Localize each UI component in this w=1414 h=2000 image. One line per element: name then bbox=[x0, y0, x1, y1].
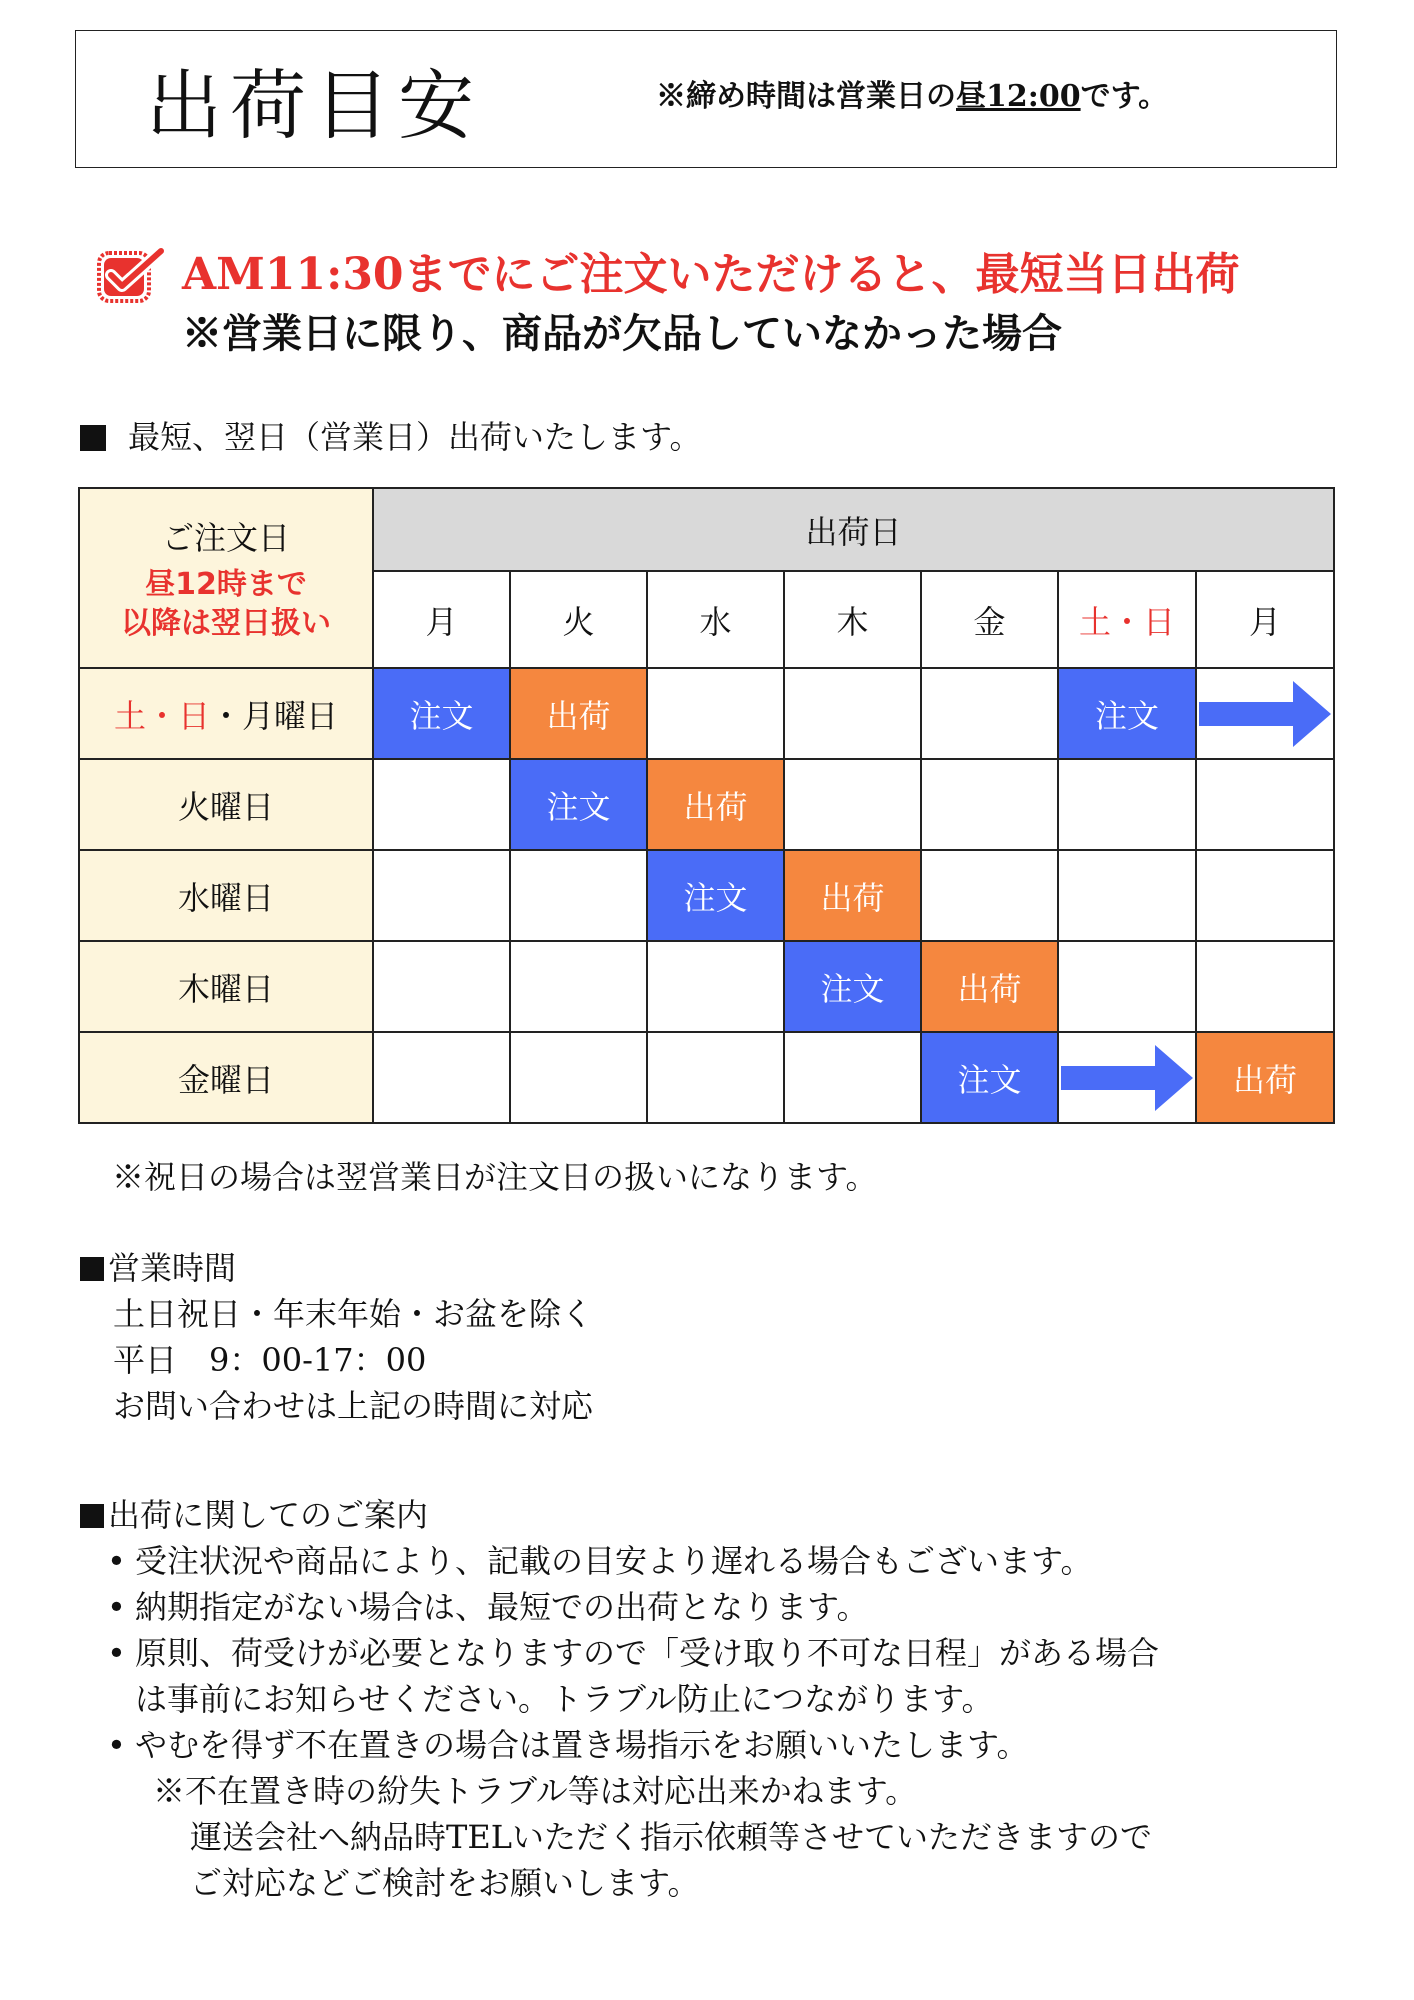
order-cell: 注文 bbox=[921, 1032, 1058, 1123]
empty-cell bbox=[784, 759, 921, 850]
list-item-text: やむを得ず不在置きの場合は置き場指示をお願いいたします。 bbox=[135, 1726, 1029, 1764]
empty-cell bbox=[647, 1032, 784, 1123]
business-hours-line: 平日 9：00-17：00 bbox=[113, 1341, 427, 1379]
square-bullet-icon bbox=[80, 1257, 104, 1281]
empty-cell bbox=[1058, 941, 1196, 1032]
table-row bbox=[79, 941, 1334, 1032]
list-item bbox=[80, 1630, 1159, 1722]
business-hours-title bbox=[80, 1245, 593, 1291]
list-item-text: 原則、荷受けが必要となりますので「受け取り不可な日程」がある場合 bbox=[135, 1634, 1160, 1672]
cutoff-note-prefix: ※締め時間は営業日の bbox=[656, 79, 956, 114]
day-header: 月 bbox=[1196, 571, 1334, 668]
empty-cell bbox=[921, 668, 1058, 759]
list-item bbox=[80, 1538, 1159, 1584]
shipping-info bbox=[80, 1492, 1159, 1906]
empty-cell bbox=[921, 759, 1058, 850]
bullet-dot-icon: • bbox=[107, 1726, 126, 1764]
bullet-dot-icon: • bbox=[107, 1634, 126, 1672]
ship-cell: 出荷 bbox=[1196, 1032, 1334, 1123]
empty-cell bbox=[647, 668, 784, 759]
empty-cell bbox=[1058, 759, 1196, 850]
order-day-label: 水曜日 bbox=[79, 850, 373, 941]
order-date-header-title: ご注文日 bbox=[161, 519, 290, 557]
order-cell: 注文 bbox=[647, 850, 784, 941]
order-cell: 注文 bbox=[510, 759, 647, 850]
holiday-note: ※祝日の場合は翌営業日が注文日の扱いになります。 bbox=[112, 1158, 878, 1196]
table-row bbox=[79, 850, 1334, 941]
absence-note-detail: ご対応などご検討をお願いします。 bbox=[190, 1864, 700, 1902]
empty-cell bbox=[373, 941, 510, 1032]
table-row bbox=[79, 668, 1334, 759]
header-box bbox=[75, 30, 1337, 168]
next-day-heading bbox=[80, 412, 701, 458]
list-item-text: 納期指定がない場合は、最短での出荷となります。 bbox=[135, 1588, 869, 1626]
list-item-text: 受注状況や商品により、記載の目安より遅れる場合もございます。 bbox=[135, 1542, 1093, 1580]
list-item-text: は事前にお知らせください。トラブル防止につながります。 bbox=[135, 1680, 994, 1718]
order-day-label: 木曜日 bbox=[79, 941, 373, 1032]
day-header: 月 bbox=[373, 571, 510, 668]
order-day-label: 火曜日 bbox=[79, 759, 373, 850]
same-day-condition-text: ※営業日に限り、商品が欠品していなかった場合 bbox=[182, 310, 1062, 357]
bullet-dot-icon: • bbox=[107, 1588, 126, 1626]
cutoff-note-line2: 以降は翌日扱い bbox=[121, 606, 331, 641]
square-bullet-icon bbox=[80, 425, 106, 451]
shipping-info-list bbox=[80, 1538, 1159, 1768]
empty-cell bbox=[1058, 850, 1196, 941]
page-title: 出荷目安 bbox=[146, 61, 482, 150]
ship-cell: 出荷 bbox=[784, 850, 921, 941]
arrow-cell bbox=[1058, 1032, 1196, 1123]
shipping-info-title-text: 出荷に関してのご案内 bbox=[108, 1496, 429, 1534]
cutoff-note-line1: 昼12時まで bbox=[145, 567, 307, 602]
day-header: 金 bbox=[921, 571, 1058, 668]
absence-note-detail: 運送会社へ納品時TELいただく指示依頼等させていただきますので bbox=[190, 1818, 1152, 1856]
empty-cell bbox=[784, 1032, 921, 1123]
empty-cell bbox=[647, 941, 784, 1032]
empty-cell bbox=[1196, 941, 1334, 1032]
day-header: 土・日 bbox=[1058, 571, 1196, 668]
ship-cell: 出荷 bbox=[647, 759, 784, 850]
arrow-cell bbox=[1196, 668, 1334, 759]
day-header: 木 bbox=[784, 571, 921, 668]
order-day-label bbox=[79, 668, 373, 759]
weekend-label: 土・日 bbox=[113, 696, 210, 735]
order-day-label: 金曜日 bbox=[79, 1032, 373, 1123]
cutoff-time: 昼12:00 bbox=[956, 79, 1081, 114]
business-hours-line: お問い合わせは上記の時間に対応 bbox=[113, 1387, 594, 1425]
ship-date-header: 出荷日 bbox=[373, 488, 1334, 571]
day-header: 火 bbox=[510, 571, 647, 668]
empty-cell bbox=[510, 941, 647, 1032]
empty-cell bbox=[510, 1032, 647, 1123]
table-row bbox=[79, 1032, 1334, 1123]
empty-cell bbox=[1196, 759, 1334, 850]
same-day-shipping-text: AM11:30までにご注文いただけると、最短当日出荷 bbox=[182, 249, 1240, 300]
list-item bbox=[80, 1584, 1159, 1630]
empty-cell bbox=[921, 850, 1058, 941]
ship-cell: 出荷 bbox=[921, 941, 1058, 1032]
order-cell: 注文 bbox=[1058, 668, 1196, 759]
cutoff-note-suffix: です。 bbox=[1080, 79, 1169, 114]
cutoff-note bbox=[656, 71, 1168, 115]
arrow-right-icon bbox=[1059, 1043, 1195, 1113]
absence-note: ※不在置き時の紛失トラブル等は対応出来かねます。 bbox=[153, 1772, 918, 1810]
next-day-heading-text: 最短、翌日（営業日）出荷いたします。 bbox=[128, 418, 702, 456]
empty-cell bbox=[373, 759, 510, 850]
weekday-label: ・月曜日 bbox=[210, 696, 339, 735]
order-date-header bbox=[79, 488, 373, 668]
bullet-dot-icon: • bbox=[107, 1542, 126, 1580]
empty-cell bbox=[373, 1032, 510, 1123]
empty-cell bbox=[373, 850, 510, 941]
list-item bbox=[80, 1722, 1159, 1768]
checkbox-check-icon bbox=[95, 243, 167, 305]
empty-cell bbox=[1196, 850, 1334, 941]
table-row bbox=[79, 759, 1334, 850]
business-hours-title-text: 営業時間 bbox=[108, 1249, 237, 1287]
order-cell: 注文 bbox=[373, 668, 510, 759]
shipping-schedule-table bbox=[78, 487, 1335, 1124]
business-hours-line: 土日祝日・年末年始・お盆を除く bbox=[113, 1295, 594, 1333]
shipping-info-title bbox=[80, 1492, 1159, 1538]
square-bullet-icon bbox=[80, 1504, 104, 1528]
day-header: 水 bbox=[647, 571, 784, 668]
empty-cell bbox=[784, 668, 921, 759]
arrow-right-icon bbox=[1197, 679, 1333, 749]
order-cell: 注文 bbox=[784, 941, 921, 1032]
empty-cell bbox=[510, 850, 647, 941]
ship-cell: 出荷 bbox=[510, 668, 647, 759]
business-hours bbox=[80, 1245, 593, 1429]
